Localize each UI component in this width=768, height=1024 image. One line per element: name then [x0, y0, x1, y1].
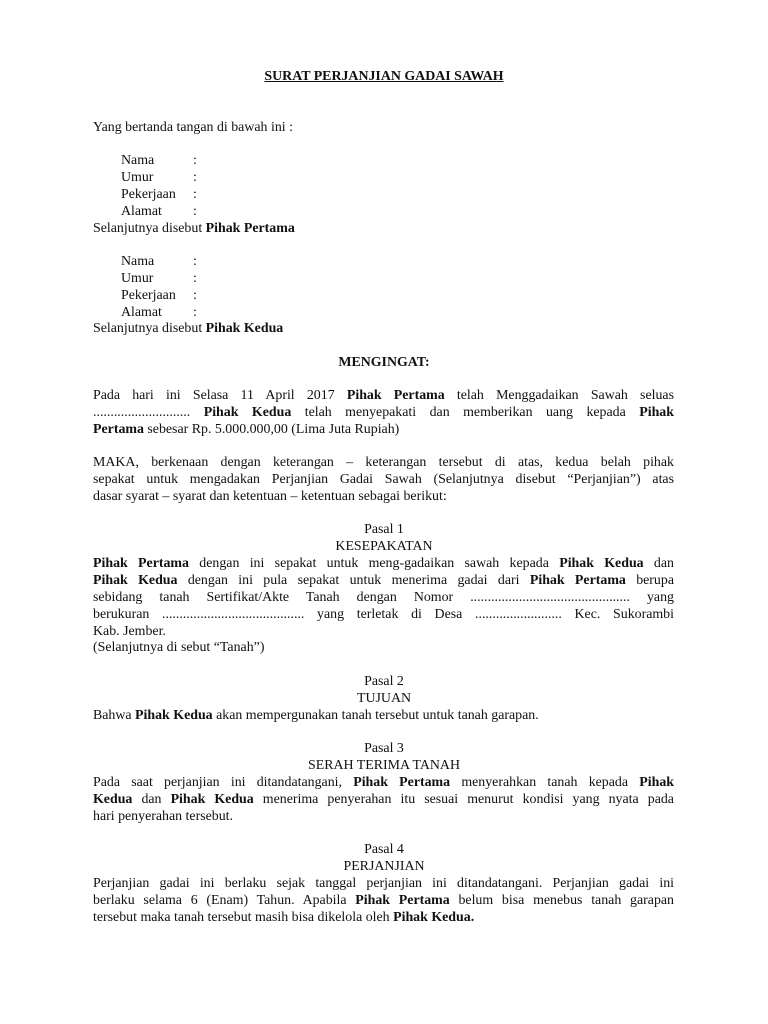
field-label: Nama	[121, 153, 155, 168]
text-run: menerima penyerahan itu sesuai menurut kondisi yang nyata pada	[253, 792, 674, 807]
maka-line-3: dasar syarat – syarat dan ketentuan – ketentuan sebagai berikut:	[93, 489, 447, 504]
field-colon: :	[193, 288, 197, 303]
field-label: Pekerjaan	[121, 187, 176, 202]
pasal3-label: Pasal 3	[364, 741, 404, 756]
text-run: telah menyepakati dan memberikan uang kepada	[291, 405, 640, 420]
party-name: Pihak Pertama	[346, 388, 445, 403]
field-label: Alamat	[121, 204, 162, 219]
party-name: Pihak Kedua	[135, 708, 213, 723]
field-alamat-1	[121, 204, 197, 221]
party-name: Pihak	[639, 775, 674, 790]
field-colon: :	[193, 170, 197, 185]
pasal1-line-5: Kab. Jember.	[93, 624, 166, 639]
party1-line	[93, 221, 674, 238]
field-pekerjaan-2	[121, 288, 197, 305]
maka-line-1: MAKA, berkenaan dengan keterangan – keterangan tersebut di atas, kedua belah pihak	[93, 455, 674, 470]
pasal4-heading: PERJANJIAN	[343, 859, 425, 874]
pasal3-line-2	[93, 792, 674, 809]
pasal4-label: Pasal 4	[364, 842, 404, 857]
pasal1-heading: KESEPAKATAN	[335, 539, 433, 554]
field-colon: :	[193, 204, 197, 219]
party-name: Pihak Pertama	[529, 573, 626, 588]
pasal2-label: Pasal 2	[364, 674, 404, 689]
mengingat-line-2	[93, 405, 674, 422]
intro-text: Yang bertanda tangan di bawah ini :	[93, 120, 293, 135]
field-label: Umur	[121, 271, 154, 286]
text-run: ............................	[93, 405, 204, 420]
pasal1-line-2	[93, 573, 674, 590]
text-run: dengan ini sepakat untuk meng-gadaikan sawah kepada	[188, 556, 560, 571]
pasal3-heading: SERAH TERIMA TANAH	[308, 758, 460, 773]
field-colon: :	[193, 271, 197, 286]
party2-prefix: Selanjutnya disebut	[93, 321, 206, 336]
mengingat-heading: MENGINGAT:	[338, 355, 430, 370]
pasal4-line-3	[93, 910, 674, 927]
field-colon: :	[193, 305, 197, 320]
field-colon: :	[193, 153, 197, 168]
field-label: Pekerjaan	[121, 288, 176, 303]
field-umur-2	[121, 271, 197, 288]
party2-name: Pihak Kedua	[205, 321, 284, 336]
mengingat-line-1	[93, 388, 674, 405]
party2-line	[93, 321, 674, 338]
party-name: Pihak Kedua	[170, 792, 254, 807]
field-colon: :	[193, 254, 197, 269]
text-run: Bahwa	[93, 708, 136, 723]
party-name: Pihak Kedua	[559, 556, 644, 571]
party-name: Pihak Pertama	[93, 556, 189, 571]
text-run: Pada saat perjanjian ini ditandatangani,	[93, 775, 354, 790]
pasal1-line-3: sebidang tanah Sertifikat/Akte Tanah dengan Nomor .............................................. yang	[93, 590, 674, 605]
text-run: tersebut maka tanah tersebut masih bisa dikelola oleh	[93, 910, 394, 925]
field-label: Umur	[121, 170, 154, 185]
text-run: Pada hari ini Selasa 11 April 2017	[93, 388, 347, 403]
field-colon: :	[193, 187, 197, 202]
pasal4-line-1: Perjanjian gadai ini berlaku sejak tanggal perjanjian ini ditandatangani. Perjanjian gadai ini	[93, 876, 674, 891]
text-run: telah Menggadaikan Sawah seluas	[444, 388, 674, 403]
field-nama-2	[121, 254, 197, 271]
text-run: sebesar Rp. 5.000.000,00 (Lima Juta Rupiah)	[143, 422, 400, 437]
party1-name: Pihak Pertama	[205, 221, 295, 236]
text-run: berupa	[625, 573, 674, 588]
party1-prefix: Selanjutnya disebut	[93, 221, 206, 236]
text-run: menyerahkan tanah kepada	[450, 775, 640, 790]
field-label: Nama	[121, 254, 155, 269]
text-run: dan	[643, 556, 674, 571]
party-name: Pihak Pertama	[355, 893, 450, 908]
maka-line-2: sepakat untuk mengadakan Perjanjian Gadai Sawah (Selanjutnya disebut “Perjanjian”) atas	[93, 472, 674, 487]
field-label: Alamat	[121, 305, 162, 320]
text-run: belum bisa menebus tanah garapan	[449, 893, 674, 908]
field-nama-1	[121, 153, 197, 170]
field-umur-1	[121, 170, 197, 187]
text-run: berlaku selama 6 (Enam) Tahun. Apabila	[93, 893, 356, 908]
pasal4-line-2	[93, 893, 674, 910]
field-pekerjaan-1	[121, 187, 197, 204]
party-name: Pihak Kedua.	[393, 910, 475, 925]
pasal3-line-3: hari penyerahan tersebut.	[93, 809, 233, 824]
party-name: Kedua	[93, 792, 133, 807]
party-name: Pihak Kedua	[203, 405, 292, 420]
party-name: Pihak	[639, 405, 674, 420]
mengingat-line-3	[93, 422, 674, 439]
pasal1-line-4: berukuran ......................................... yang terletak di Desa ......................... Kec. Sukorambi	[93, 607, 674, 622]
field-alamat-2	[121, 305, 197, 322]
text-run: dan	[132, 792, 171, 807]
text-run: dengan ini pula sepakat untuk menerima gadai dari	[177, 573, 530, 588]
party-name: Pertama	[93, 422, 144, 437]
pasal1-line-6: (Selanjutnya di sebut “Tanah”)	[93, 640, 265, 655]
pasal2-heading: TUJUAN	[356, 691, 412, 706]
pasal3-line-1	[93, 775, 674, 792]
pasal2-line-1	[93, 708, 674, 725]
pasal1-line-1	[93, 556, 674, 573]
party-name: Pihak Kedua	[93, 573, 178, 588]
document-title: SURAT PERJANJIAN GADAI SAWAH	[264, 69, 504, 84]
pasal1-label: Pasal 1	[364, 522, 404, 537]
text-run: akan mempergunakan tanah tersebut untuk tanah garapan.	[212, 708, 539, 723]
party-name: Pihak Pertama	[353, 775, 451, 790]
